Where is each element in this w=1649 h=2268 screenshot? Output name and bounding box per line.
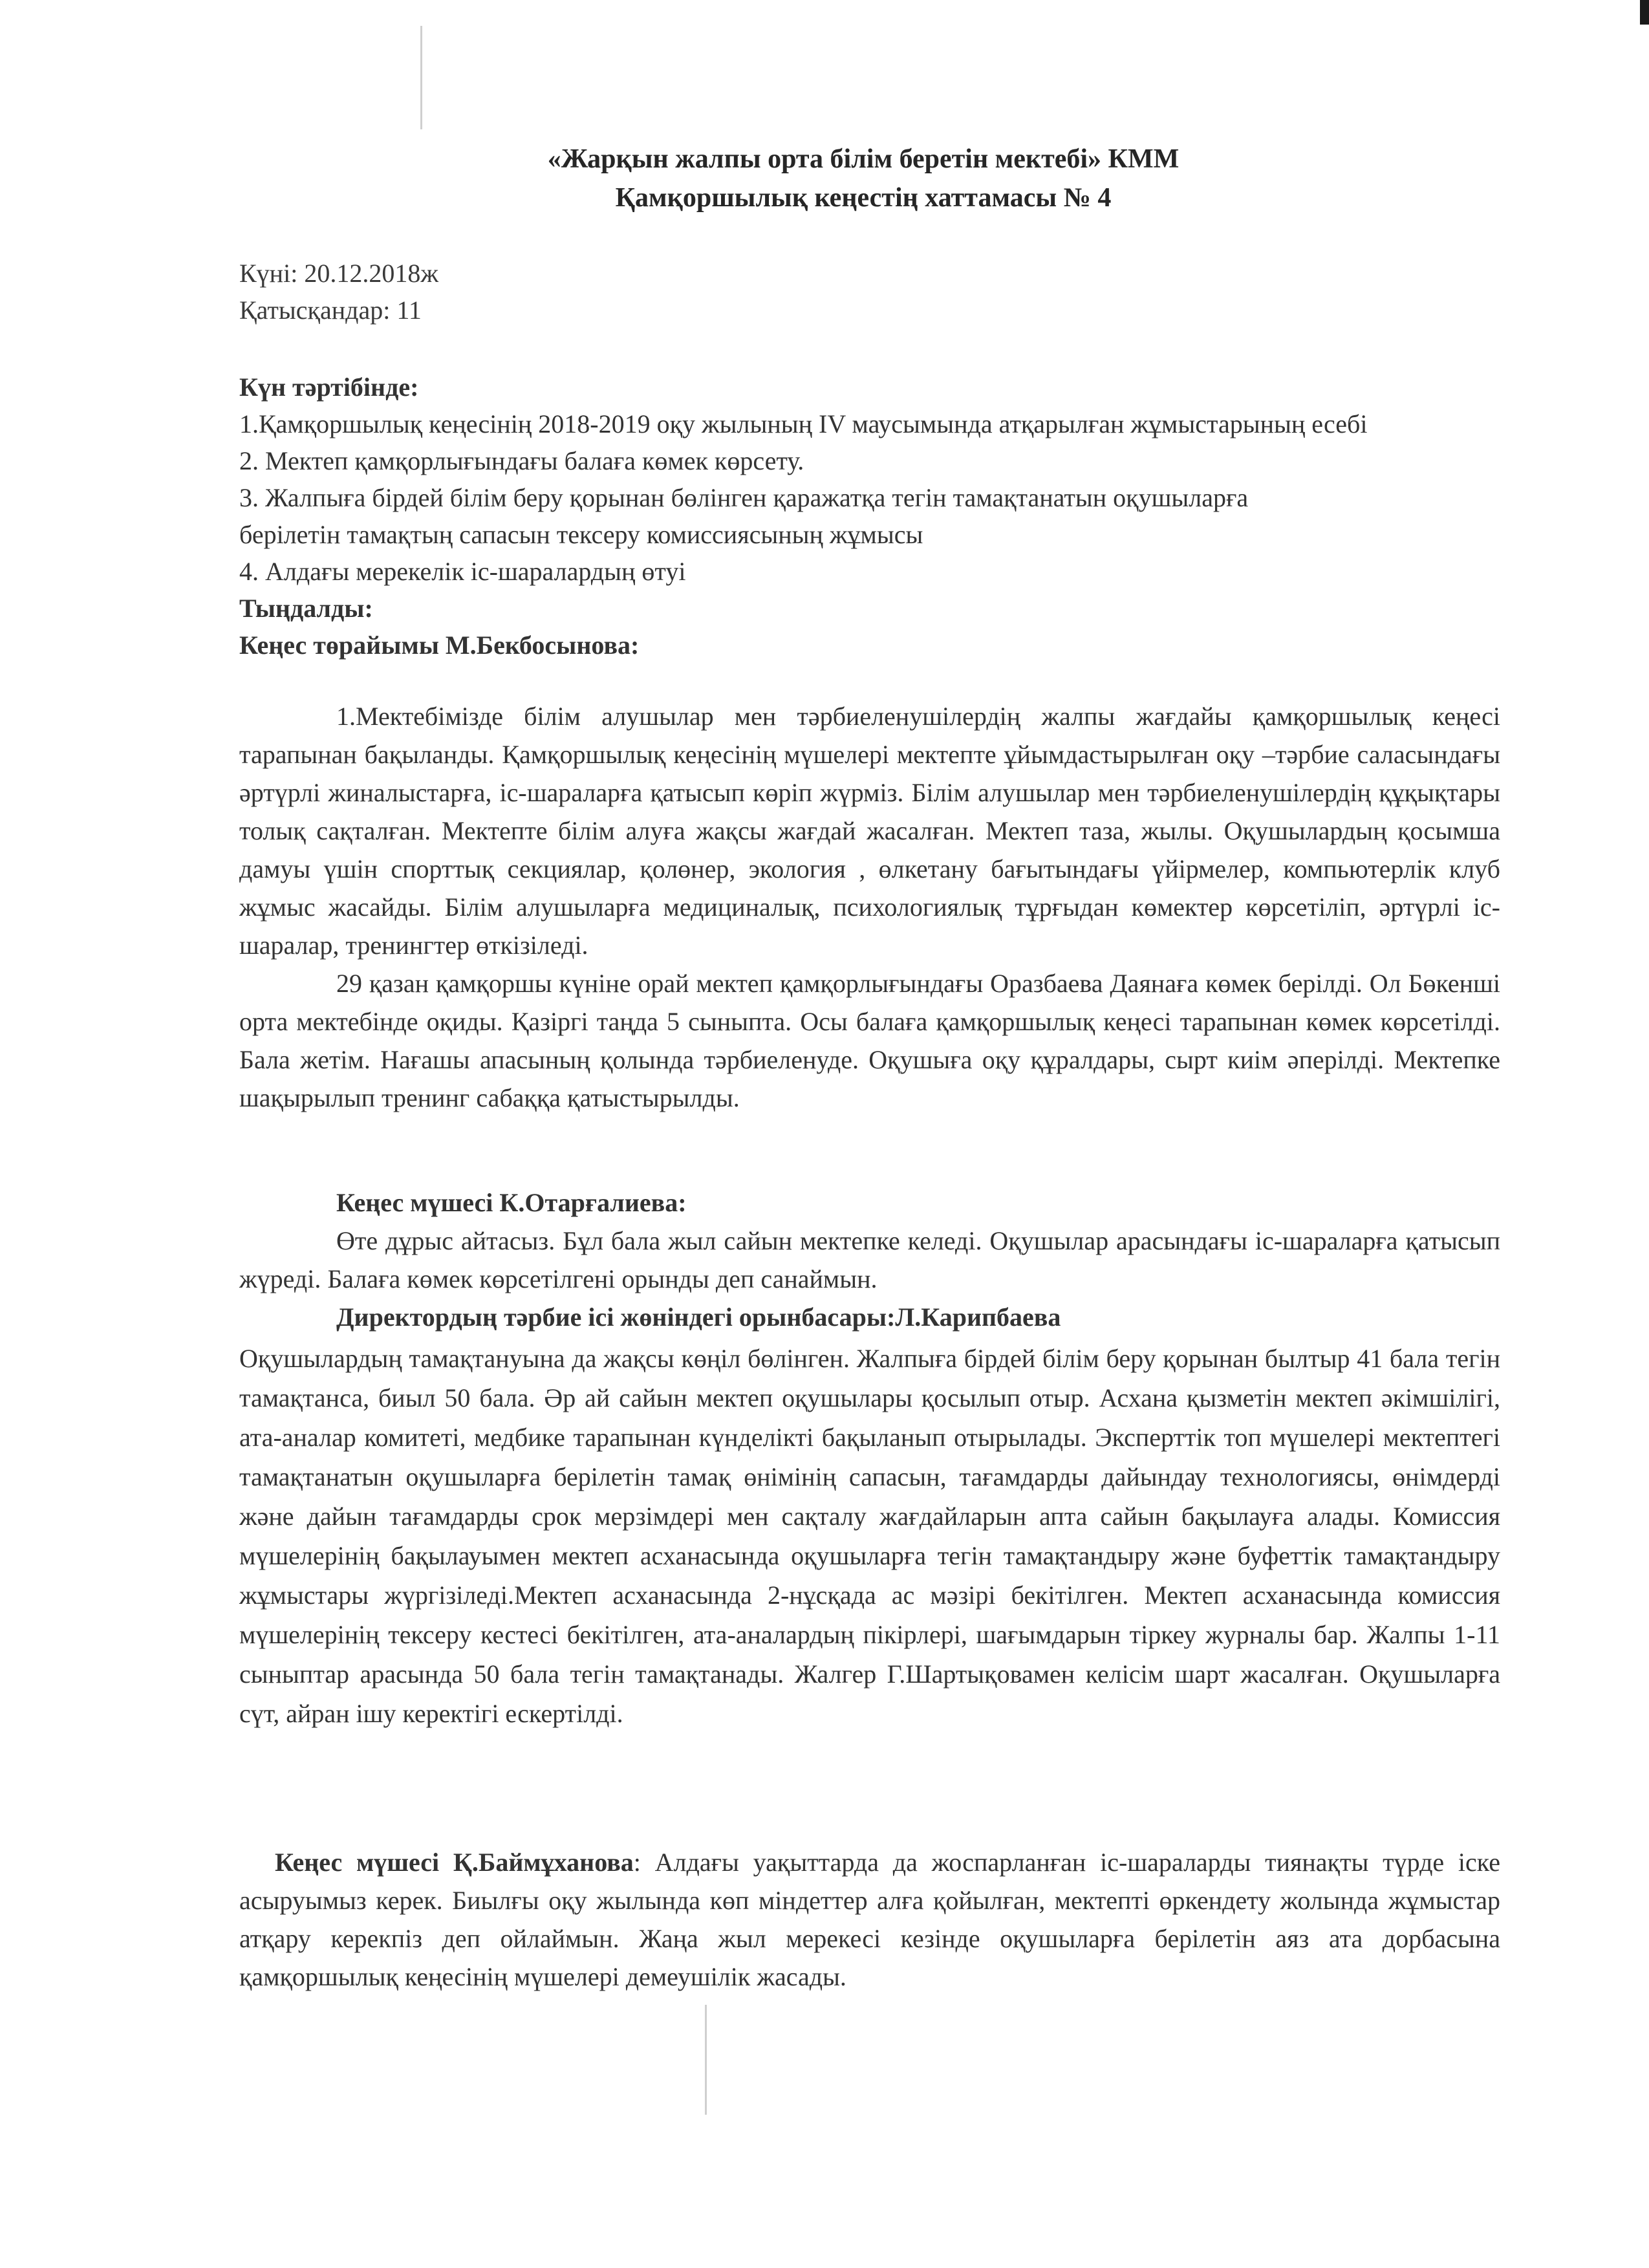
agenda-item: 2. Мектеп қамқорлығындағы балаға көмек көрсету. [239, 446, 804, 475]
speaker4-statement [239, 1843, 1500, 1996]
scan-edge-mark [1640, 0, 1649, 25]
speaker-text: : Алдағы уақыттарда да жоспарланған іс-шараларды тиянақты түрде іске асыруымыз керек. Биылғы оқу жылында көп міндеттер алға қойылған, мектепті өркендету жолында жұмыстар атқару керекпіз деп ойлаймын. Жаңа жыл мерекесі кезінде оқушыларға берілетін аяз ата дорбасына қамқоршылық кеңесінің мүшелері демеушілік жасады. [239, 1848, 1500, 1991]
document-title-school: «Жарқын жалпы орта білім беретін мектебі» КММ [547, 144, 1180, 174]
heard-heading: Тыңдалды: [239, 594, 373, 623]
agenda-section [239, 369, 1500, 664]
paragraph: 1.Мектебімізде білім алушылар мен тәрбиеленушілердің жалпы жағдайы қамқоршылық кеңесі тарапынан бақыланды. Қамқоршылық кеңесінің мүшелері мектепте ұйымдастырылған оқу –тәрбие саласындағы әртүрлі жиналыстарға, іс-шараларға қатысып көріп жүрміз. Білім алушылар мен тәрбиеленушілердің құқықтары толық сақталған. Мектепте білім алуға жақсы жағдай жасалған. Мектеп таза, жылы. Оқушылардың қосымша дамуы үшін спорттық секциялар, қолөнер, экология , өлкетану бағытындағы үйірмелер, компьютерлік клуб жұмыс жасайды. Білім алушыларға медициналық, психологиялық тұрғыдан көмектер көрсетіліп, әртүрлі іс-шаралар, тренингтер өткізіледі. [239, 702, 1500, 960]
meeting-date: Күні: 20.12.2018ж [239, 259, 438, 288]
speaker3-statement [239, 1339, 1500, 1733]
agenda-item: 4. Алдағы мерекелік іс-шаралардың өтуі [239, 557, 686, 586]
speaker2-section [239, 1183, 1500, 1336]
speaker-name: Кеңес мүшесі Қ.Баймұханова [275, 1848, 634, 1877]
participants-count: Қатысқандар: 11 [239, 296, 422, 325]
speaker1-statement [239, 697, 1500, 1117]
speaker-name: Кеңес төрайымы М.Бекбосынова: [239, 631, 640, 660]
agenda-item: 3. Жалпыға бірдей білім беру қорынан бөлінген қаражатқа тегін тамақтанатын оқушыларға берілетін тамақтың сапасын тексеру комиссиясының жұмысы [239, 483, 1249, 549]
paragraph: 29 қазан қамқоршы күніне орай мектеп қамқорлығындағы Оразбаева Даянаға көмек берілді. Ол Бөкенші орта мектебінде оқиды. Қазіргі таңда 5 сыныпта. Осы балаға қамқоршылық кеңесі тарапынан көмек көрсетілді. Бала жетім. Нағашы апасының қолында тәрбиеленуде. Оқушыға оқу құралдары, сырт киім әперілді. Мектепке шақырылып тренинг сабаққа қатыстырылды. [239, 969, 1500, 1112]
speaker-name: Директордың тәрбие ісі жөніндегі орынбасары:Л.Карипбаева [336, 1302, 1061, 1332]
paragraph: Өте дұрыс айтасыз. Бұл бала жыл сайын мектепке келеді. Оқушылар арасындағы іс-шараларға қатысып жүреді. Балаға көмек көрсетілгені орынды деп санаймын. [239, 1226, 1500, 1293]
paragraph: Оқушылардың тамақтануына да жақсы көңіл бөлінген. Жалпыға бірдей білім беру қорынан былтыр 41 бала тегін тамақтанса, биыл 50 бала. Әр ай сайын мектеп оқушылары қосылып отыр. Асхана қызметін мектеп әкімшілігі, ата-аналар комитеті, медбике тарапынан күнделікті бақыланып отырылады. Эксперттік топ мүшелері мектептегі тамақтанатын оқушыларға берілетін тамақ өнімінің сапасын, тағамдарды дайындау технологиясы, өнімдерді және дайын тағамдарды срок мерзімдері мен сақталу жағдайларын апта сайын бақылауға алады. Комиссия мүшелерінің бақылауымен мектеп асханасында оқушыларға тегін тамақтандыру және буфеттік тамақтандыру жұмыстары жүргізіледі.Мектеп асханасында 2-нұсқада ас мәзірі бекітілген. Мектеп асханасында комиссия мүшелерінің тексеру кестесі бекітілген, ата-аналардың пікірлері, шағымдарын тіркеу журналы бар. Жалпы 1-11 сыныптар арасында 50 бала тегін тамақтанады. Жалгер Г.Шартықовамен келісім шарт жасалған. Оқушыларға сүт, айран ішу керектігі ескертілді. [239, 1344, 1500, 1728]
agenda-heading: Күн тәртібінде: [239, 373, 419, 402]
agenda-item: 1.Қамқоршылық кеңесінің 2018-2019 оқу жылының IV маусымында атқарылған жұмыстарының есебі [239, 409, 1368, 438]
scan-artifact-line [420, 26, 422, 129]
paragraph [239, 1843, 1500, 1996]
scan-artifact-line [705, 2005, 707, 2115]
document-title-protocol: Қамқоршылық кеңестің хаттамасы № 4 [615, 183, 1112, 213]
speaker-name: Кеңес мүшесі К.Отарғалиева: [336, 1188, 687, 1217]
